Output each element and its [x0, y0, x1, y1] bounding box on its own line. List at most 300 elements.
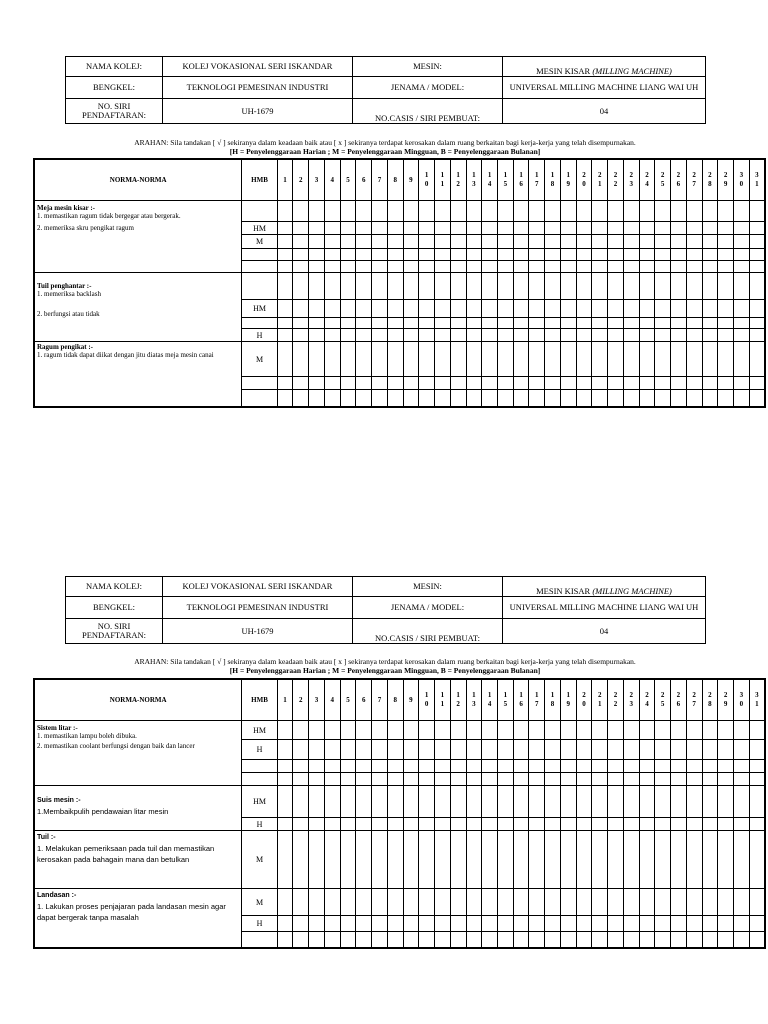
check-cell[interactable] [419, 390, 435, 407]
check-cell[interactable] [387, 329, 403, 342]
check-cell[interactable] [545, 249, 561, 261]
check-cell[interactable] [639, 377, 655, 390]
check-cell[interactable] [545, 831, 561, 889]
check-cell[interactable] [435, 786, 451, 818]
check-cell[interactable] [419, 760, 435, 773]
check-cell[interactable] [435, 818, 451, 831]
check-cell[interactable] [686, 932, 702, 948]
check-cell[interactable] [293, 329, 309, 342]
check-cell[interactable] [639, 786, 655, 818]
check-cell[interactable] [372, 235, 388, 249]
check-cell[interactable] [686, 760, 702, 773]
check-cell[interactable] [576, 318, 592, 329]
check-cell[interactable] [623, 273, 639, 300]
check-cell[interactable] [733, 300, 749, 318]
check-cell[interactable] [324, 300, 340, 318]
check-cell[interactable] [372, 377, 388, 390]
check-cell[interactable] [403, 916, 419, 932]
check-cell[interactable] [639, 261, 655, 273]
check-cell[interactable] [340, 273, 356, 300]
check-cell[interactable] [733, 818, 749, 831]
check-cell[interactable] [356, 377, 372, 390]
check-cell[interactable] [576, 222, 592, 235]
check-cell[interactable] [513, 273, 529, 300]
check-cell[interactable] [497, 201, 513, 222]
check-cell[interactable] [435, 329, 451, 342]
check-cell[interactable] [592, 818, 608, 831]
check-cell[interactable] [482, 342, 498, 377]
check-cell[interactable] [545, 721, 561, 740]
check-cell[interactable] [733, 390, 749, 407]
check-cell[interactable] [733, 831, 749, 889]
check-cell[interactable] [450, 201, 466, 222]
check-cell[interactable] [718, 261, 734, 273]
check-cell[interactable] [718, 300, 734, 318]
check-cell[interactable] [545, 300, 561, 318]
check-cell[interactable] [576, 818, 592, 831]
check-cell[interactable] [497, 377, 513, 390]
check-cell[interactable] [623, 318, 639, 329]
check-cell[interactable] [450, 773, 466, 786]
check-cell[interactable] [419, 721, 435, 740]
check-cell[interactable] [655, 818, 671, 831]
check-cell[interactable] [702, 916, 718, 932]
check-cell[interactable] [450, 390, 466, 407]
check-cell[interactable] [497, 329, 513, 342]
check-cell[interactable] [387, 249, 403, 261]
check-cell[interactable] [733, 249, 749, 261]
check-cell[interactable] [482, 377, 498, 390]
check-cell[interactable] [482, 916, 498, 932]
check-cell[interactable] [497, 916, 513, 932]
check-cell[interactable] [655, 721, 671, 740]
check-cell[interactable] [466, 222, 482, 235]
check-cell[interactable] [482, 786, 498, 818]
check-cell[interactable] [293, 318, 309, 329]
check-cell[interactable] [576, 377, 592, 390]
check-cell[interactable] [403, 329, 419, 342]
check-cell[interactable] [497, 249, 513, 261]
check-cell[interactable] [733, 760, 749, 773]
check-cell[interactable] [592, 273, 608, 300]
check-cell[interactable] [340, 390, 356, 407]
check-cell[interactable] [356, 329, 372, 342]
check-cell[interactable] [529, 773, 545, 786]
check-cell[interactable] [356, 235, 372, 249]
check-cell[interactable] [372, 249, 388, 261]
check-cell[interactable] [309, 201, 325, 222]
check-cell[interactable] [372, 390, 388, 407]
check-cell[interactable] [639, 932, 655, 948]
check-cell[interactable] [749, 342, 765, 377]
check-cell[interactable] [529, 377, 545, 390]
check-cell[interactable] [655, 318, 671, 329]
check-cell[interactable] [497, 222, 513, 235]
check-cell[interactable] [403, 932, 419, 948]
check-cell[interactable] [372, 222, 388, 235]
check-cell[interactable] [513, 342, 529, 377]
check-cell[interactable] [733, 222, 749, 235]
check-cell[interactable] [608, 740, 624, 760]
check-cell[interactable] [419, 818, 435, 831]
check-cell[interactable] [733, 932, 749, 948]
check-cell[interactable] [340, 222, 356, 235]
check-cell[interactable] [623, 740, 639, 760]
check-cell[interactable] [466, 342, 482, 377]
check-cell[interactable] [749, 249, 765, 261]
check-cell[interactable] [324, 273, 340, 300]
check-cell[interactable] [324, 390, 340, 407]
check-cell[interactable] [466, 760, 482, 773]
check-cell[interactable] [419, 740, 435, 760]
check-cell[interactable] [671, 342, 687, 377]
check-cell[interactable] [702, 222, 718, 235]
check-cell[interactable] [733, 273, 749, 300]
check-cell[interactable] [671, 261, 687, 273]
check-cell[interactable] [497, 740, 513, 760]
check-cell[interactable] [482, 390, 498, 407]
check-cell[interactable] [356, 201, 372, 222]
check-cell[interactable] [749, 831, 765, 889]
check-cell[interactable] [435, 390, 451, 407]
check-cell[interactable] [733, 721, 749, 740]
check-cell[interactable] [639, 342, 655, 377]
check-cell[interactable] [482, 318, 498, 329]
check-cell[interactable] [749, 773, 765, 786]
check-cell[interactable] [608, 261, 624, 273]
check-cell[interactable] [608, 235, 624, 249]
check-cell[interactable] [277, 916, 293, 932]
check-cell[interactable] [702, 329, 718, 342]
check-cell[interactable] [639, 318, 655, 329]
check-cell[interactable] [466, 300, 482, 318]
check-cell[interactable] [497, 889, 513, 916]
check-cell[interactable] [718, 329, 734, 342]
check-cell[interactable] [372, 932, 388, 948]
check-cell[interactable] [529, 300, 545, 318]
check-cell[interactable] [513, 916, 529, 932]
check-cell[interactable] [450, 916, 466, 932]
check-cell[interactable] [749, 261, 765, 273]
check-cell[interactable] [655, 889, 671, 916]
check-cell[interactable] [702, 235, 718, 249]
check-cell[interactable] [293, 222, 309, 235]
check-cell[interactable] [671, 786, 687, 818]
check-cell[interactable] [435, 318, 451, 329]
check-cell[interactable] [419, 831, 435, 889]
check-cell[interactable] [545, 740, 561, 760]
check-cell[interactable] [702, 786, 718, 818]
check-cell[interactable] [592, 249, 608, 261]
check-cell[interactable] [450, 831, 466, 889]
check-cell[interactable] [718, 786, 734, 818]
check-cell[interactable] [702, 889, 718, 916]
check-cell[interactable] [466, 261, 482, 273]
check-cell[interactable] [529, 818, 545, 831]
check-cell[interactable] [324, 831, 340, 889]
check-cell[interactable] [356, 721, 372, 740]
check-cell[interactable] [560, 786, 576, 818]
check-cell[interactable] [545, 261, 561, 273]
check-cell[interactable] [419, 273, 435, 300]
check-cell[interactable] [497, 818, 513, 831]
check-cell[interactable] [482, 773, 498, 786]
check-cell[interactable] [560, 721, 576, 740]
check-cell[interactable] [497, 342, 513, 377]
check-cell[interactable] [749, 222, 765, 235]
check-cell[interactable] [702, 932, 718, 948]
check-cell[interactable] [466, 889, 482, 916]
check-cell[interactable] [529, 760, 545, 773]
check-cell[interactable] [545, 201, 561, 222]
check-cell[interactable] [435, 300, 451, 318]
check-cell[interactable] [277, 342, 293, 377]
check-cell[interactable] [466, 740, 482, 760]
check-cell[interactable] [372, 889, 388, 916]
check-cell[interactable] [686, 377, 702, 390]
check-cell[interactable] [497, 318, 513, 329]
check-cell[interactable] [497, 786, 513, 818]
check-cell[interactable] [513, 222, 529, 235]
check-cell[interactable] [293, 235, 309, 249]
check-cell[interactable] [671, 916, 687, 932]
check-cell[interactable] [733, 786, 749, 818]
check-cell[interactable] [309, 831, 325, 889]
check-cell[interactable] [403, 201, 419, 222]
check-cell[interactable] [277, 932, 293, 948]
check-cell[interactable] [560, 300, 576, 318]
check-cell[interactable] [340, 760, 356, 773]
check-cell[interactable] [387, 318, 403, 329]
check-cell[interactable] [309, 249, 325, 261]
check-cell[interactable] [749, 916, 765, 932]
check-cell[interactable] [372, 261, 388, 273]
check-cell[interactable] [324, 342, 340, 377]
check-cell[interactable] [560, 329, 576, 342]
check-cell[interactable] [608, 377, 624, 390]
check-cell[interactable] [576, 329, 592, 342]
check-cell[interactable] [560, 889, 576, 916]
check-cell[interactable] [466, 818, 482, 831]
check-cell[interactable] [592, 916, 608, 932]
check-cell[interactable] [497, 261, 513, 273]
check-cell[interactable] [655, 786, 671, 818]
check-cell[interactable] [419, 889, 435, 916]
check-cell[interactable] [466, 249, 482, 261]
check-cell[interactable] [655, 740, 671, 760]
check-cell[interactable] [324, 818, 340, 831]
check-cell[interactable] [356, 740, 372, 760]
check-cell[interactable] [387, 377, 403, 390]
check-cell[interactable] [293, 818, 309, 831]
check-cell[interactable] [718, 916, 734, 932]
check-cell[interactable] [718, 273, 734, 300]
check-cell[interactable] [403, 740, 419, 760]
check-cell[interactable] [513, 773, 529, 786]
check-cell[interactable] [482, 760, 498, 773]
check-cell[interactable] [309, 273, 325, 300]
check-cell[interactable] [372, 721, 388, 740]
check-cell[interactable] [718, 201, 734, 222]
check-cell[interactable] [592, 342, 608, 377]
check-cell[interactable] [450, 222, 466, 235]
check-cell[interactable] [277, 329, 293, 342]
check-cell[interactable] [497, 721, 513, 740]
check-cell[interactable] [545, 818, 561, 831]
check-cell[interactable] [309, 760, 325, 773]
check-cell[interactable] [702, 773, 718, 786]
check-cell[interactable] [356, 342, 372, 377]
check-cell[interactable] [340, 261, 356, 273]
check-cell[interactable] [466, 786, 482, 818]
check-cell[interactable] [639, 222, 655, 235]
check-cell[interactable] [419, 201, 435, 222]
check-cell[interactable] [277, 377, 293, 390]
check-cell[interactable] [733, 201, 749, 222]
check-cell[interactable] [513, 318, 529, 329]
check-cell[interactable] [545, 342, 561, 377]
check-cell[interactable] [309, 377, 325, 390]
check-cell[interactable] [277, 760, 293, 773]
check-cell[interactable] [560, 390, 576, 407]
check-cell[interactable] [513, 721, 529, 740]
check-cell[interactable] [576, 300, 592, 318]
check-cell[interactable] [497, 773, 513, 786]
check-cell[interactable] [482, 740, 498, 760]
check-cell[interactable] [560, 377, 576, 390]
check-cell[interactable] [340, 721, 356, 740]
check-cell[interactable] [733, 235, 749, 249]
check-cell[interactable] [356, 249, 372, 261]
check-cell[interactable] [419, 222, 435, 235]
check-cell[interactable] [340, 342, 356, 377]
check-cell[interactable] [340, 932, 356, 948]
check-cell[interactable] [560, 818, 576, 831]
check-cell[interactable] [608, 721, 624, 740]
check-cell[interactable] [356, 818, 372, 831]
check-cell[interactable] [277, 300, 293, 318]
check-cell[interactable] [733, 740, 749, 760]
check-cell[interactable] [450, 273, 466, 300]
check-cell[interactable] [403, 390, 419, 407]
check-cell[interactable] [545, 390, 561, 407]
check-cell[interactable] [718, 760, 734, 773]
check-cell[interactable] [733, 261, 749, 273]
check-cell[interactable] [513, 329, 529, 342]
check-cell[interactable] [277, 235, 293, 249]
check-cell[interactable] [686, 831, 702, 889]
check-cell[interactable] [324, 329, 340, 342]
check-cell[interactable] [435, 889, 451, 916]
check-cell[interactable] [277, 390, 293, 407]
check-cell[interactable] [608, 932, 624, 948]
check-cell[interactable] [356, 261, 372, 273]
check-cell[interactable] [419, 235, 435, 249]
check-cell[interactable] [623, 377, 639, 390]
check-cell[interactable] [435, 201, 451, 222]
check-cell[interactable] [671, 329, 687, 342]
check-cell[interactable] [576, 721, 592, 740]
check-cell[interactable] [702, 273, 718, 300]
check-cell[interactable] [293, 300, 309, 318]
check-cell[interactable] [608, 760, 624, 773]
check-cell[interactable] [340, 916, 356, 932]
check-cell[interactable] [718, 342, 734, 377]
check-cell[interactable] [608, 889, 624, 916]
check-cell[interactable] [529, 721, 545, 740]
check-cell[interactable] [466, 916, 482, 932]
check-cell[interactable] [482, 300, 498, 318]
check-cell[interactable] [749, 932, 765, 948]
check-cell[interactable] [372, 831, 388, 889]
check-cell[interactable] [513, 786, 529, 818]
check-cell[interactable] [324, 889, 340, 916]
check-cell[interactable] [545, 786, 561, 818]
check-cell[interactable] [718, 889, 734, 916]
check-cell[interactable] [545, 235, 561, 249]
check-cell[interactable] [623, 818, 639, 831]
check-cell[interactable] [592, 760, 608, 773]
check-cell[interactable] [309, 342, 325, 377]
check-cell[interactable] [576, 249, 592, 261]
check-cell[interactable] [733, 773, 749, 786]
check-cell[interactable] [309, 318, 325, 329]
check-cell[interactable] [733, 342, 749, 377]
check-cell[interactable] [419, 342, 435, 377]
check-cell[interactable] [529, 318, 545, 329]
check-cell[interactable] [608, 249, 624, 261]
check-cell[interactable] [671, 201, 687, 222]
check-cell[interactable] [560, 249, 576, 261]
check-cell[interactable] [277, 773, 293, 786]
check-cell[interactable] [419, 249, 435, 261]
check-cell[interactable] [702, 300, 718, 318]
check-cell[interactable] [655, 377, 671, 390]
check-cell[interactable] [686, 249, 702, 261]
check-cell[interactable] [513, 300, 529, 318]
check-cell[interactable] [655, 273, 671, 300]
check-cell[interactable] [340, 786, 356, 818]
check-cell[interactable] [497, 390, 513, 407]
check-cell[interactable] [718, 390, 734, 407]
check-cell[interactable] [466, 831, 482, 889]
check-cell[interactable] [466, 235, 482, 249]
check-cell[interactable] [372, 273, 388, 300]
check-cell[interactable] [639, 235, 655, 249]
check-cell[interactable] [356, 916, 372, 932]
check-cell[interactable] [387, 300, 403, 318]
check-cell[interactable] [529, 916, 545, 932]
check-cell[interactable] [749, 818, 765, 831]
check-cell[interactable] [277, 889, 293, 916]
check-cell[interactable] [529, 249, 545, 261]
check-cell[interactable] [655, 390, 671, 407]
check-cell[interactable] [576, 760, 592, 773]
check-cell[interactable] [592, 377, 608, 390]
check-cell[interactable] [560, 773, 576, 786]
check-cell[interactable] [340, 831, 356, 889]
check-cell[interactable] [497, 932, 513, 948]
check-cell[interactable] [309, 773, 325, 786]
check-cell[interactable] [340, 773, 356, 786]
check-cell[interactable] [403, 273, 419, 300]
check-cell[interactable] [497, 831, 513, 889]
check-cell[interactable] [513, 390, 529, 407]
check-cell[interactable] [293, 249, 309, 261]
check-cell[interactable] [419, 773, 435, 786]
check-cell[interactable] [387, 201, 403, 222]
check-cell[interactable] [560, 318, 576, 329]
